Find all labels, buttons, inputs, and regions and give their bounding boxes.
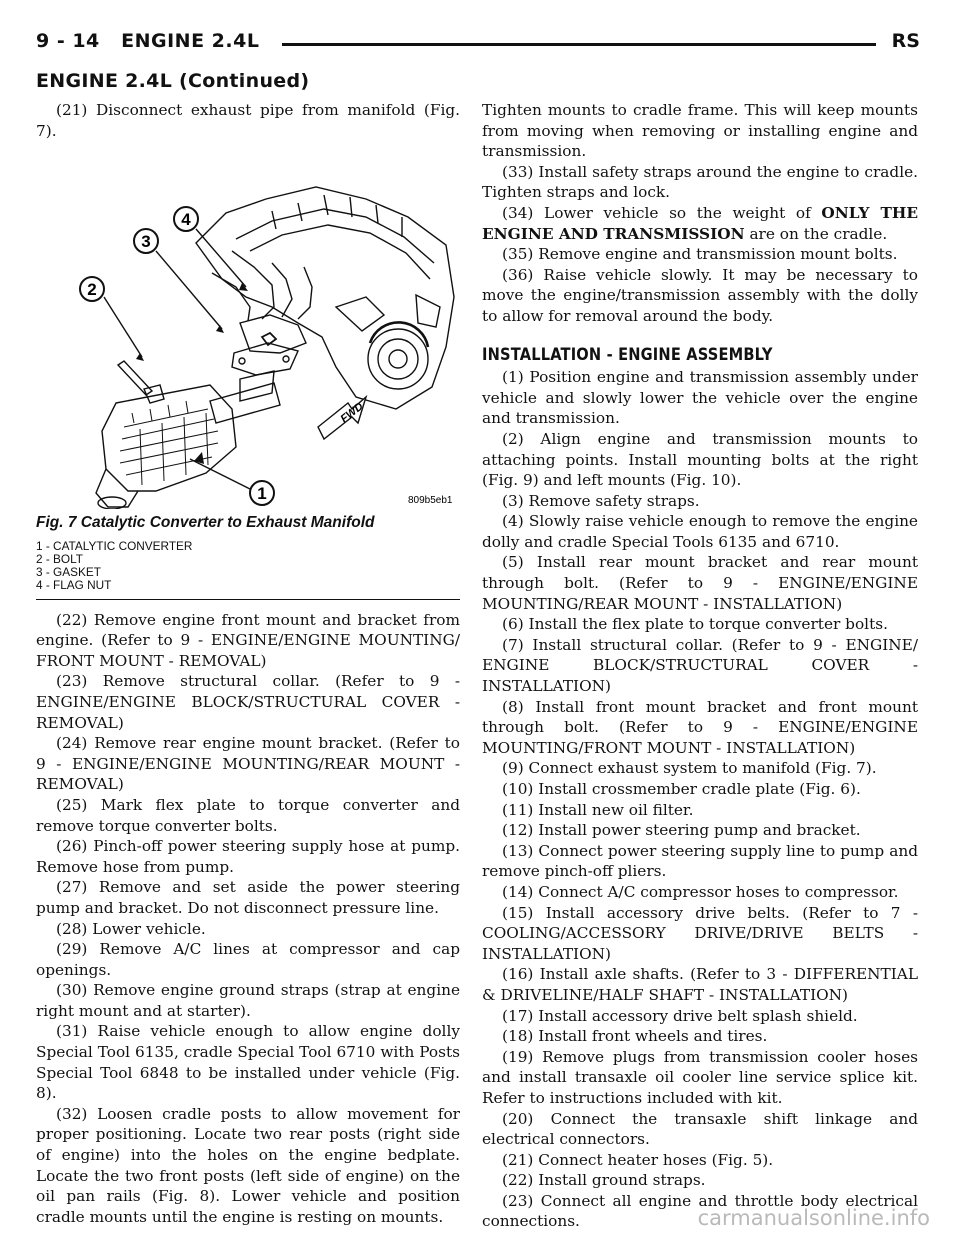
- step-paragraph: (29) Remove A/C lines at compressor and cap openings.: [36, 940, 460, 979]
- install-step: (5) Install rear mount bracket and rear mount through bolt. (Refer to 9 - ENGINE/ENGINE MOUNTING/REAR MOUNT - INSTALLATION): [482, 553, 918, 613]
- callout-2: [80, 277, 104, 301]
- page-header-left: [36, 30, 259, 52]
- fwd-arrow-label: FWD: [338, 400, 366, 426]
- install-step: (20) Connect the transaxle shift linkage and electrical connectors.: [482, 1109, 918, 1149]
- legend-item: 4 - FLAG NUT: [36, 578, 112, 593]
- install-step: (22) Install ground straps.: [502, 1171, 706, 1190]
- install-step: (19) Remove plugs from transmission cooler hoses and install transaxle oil cooler line service splice kit. Refer to instructions included with kit.: [482, 1047, 918, 1107]
- figure-legend: [36, 540, 460, 600]
- right-column: [482, 100, 918, 1232]
- step-paragraph: (35) Remove engine and transmission mount bolts.: [502, 245, 898, 264]
- install-step: (10) Install crossmember cradle plate (Fig. 6).: [502, 780, 861, 798]
- figure-catalytic-converter: [36, 147, 460, 509]
- callout-3-label: 3: [141, 232, 151, 252]
- page-number: 9 - 14: [36, 30, 100, 52]
- install-step: (16) Install axle shafts. (Refer to 3 - DIFFERENTIAL & DRIVELINE/HALF SHAFT - INSTALLATION): [482, 965, 918, 1004]
- step-paragraph: (27) Remove and set aside the power steering pump and bracket. Do not disconnect pressure line.: [36, 878, 460, 917]
- callout-2-label: 2: [87, 280, 97, 300]
- step-paragraph: (25) Mark flex plate to torque converter and remove torque converter bolts.: [36, 795, 460, 835]
- install-step: (14) Connect A/C compressor hoses to compressor.: [502, 882, 899, 901]
- legend-item: 3 - GASKET: [36, 565, 101, 580]
- install-step: (9) Connect exhaust system to manifold (Fig. 7).: [502, 759, 877, 778]
- figure-caption: Fig. 7 Catalytic Converter to Exhaust Manifold: [36, 514, 375, 532]
- catalytic-converter-illustration: [36, 147, 460, 509]
- step-paragraph: (33) Install safety straps around the engine to cradle. Tighten straps and lock.: [482, 162, 918, 202]
- install-step: (15) Install accessory drive belts. (Refer to 7 - COOLING/ACCESSORY DRIVE/DRIVE BELTS - INSTALLATION): [482, 903, 918, 963]
- install-step: (11) Install new oil filter.: [502, 800, 694, 819]
- step-paragraph: (24) Remove rear engine mount bracket. (Refer to 9 - ENGINE/ENGINE MOUNTING/REAR MOUNT - REMOVAL): [36, 734, 460, 794]
- install-step: (2) Align engine and transmission mounts to attaching points. Install mounting bolts at the right (Fig. 9) and left mounts (Fig. 10).: [482, 429, 918, 490]
- callout-1-label: 1: [257, 484, 267, 504]
- install-step: (7) Install structural collar. (Refer to 9 - ENGINE/ ENGINE BLOCK/STRUCTURAL COVER - INSTALLATION): [482, 635, 918, 696]
- header-model: RS: [891, 30, 920, 52]
- watermark[interactable]: carmanualsonline.info: [697, 1206, 930, 1230]
- step-paragraph: (23) Remove structural collar. (Refer to 9 - ENGINE/ENGINE BLOCK/STRUCTURAL COVER - REMOVAL): [36, 672, 460, 732]
- step-paragraph: (30) Remove engine ground straps (strap at engine right mount and at starter).: [36, 981, 460, 1020]
- step-21-paragraph: (21) Disconnect exhaust pipe from manifold (Fig. 7).: [36, 101, 460, 140]
- step-paragraph: (31) Raise vehicle enough to allow engine dolly Special Tool 6135, cradle Special Tool 6710 with Posts Special Tool 6848 to be installed under vehicle (Fig. 8).: [36, 1022, 460, 1103]
- step-34-emphasis: ONLY THE ENGINE AND TRANSMISSION: [482, 203, 918, 243]
- legend-item: 1 - CATALYTIC CONVERTER: [36, 538, 193, 553]
- callout-4-label: 4: [181, 210, 191, 230]
- step-paragraph: (36) Raise vehicle slowly. It may be necessary to move the engine/transmission assembly with the dolly to allow for removal around the body.: [482, 265, 918, 325]
- callout-4: [174, 207, 198, 231]
- step-34-text: (34) Lower vehicle so the weight of: [502, 203, 822, 222]
- legend-item: 2 - BOLT: [36, 551, 83, 566]
- step-paragraph: (26) Pinch-off power steering supply hose at pump. Remove hose from pump.: [36, 837, 460, 876]
- install-step: (17) Install accessory drive belt splash shield.: [502, 1006, 858, 1025]
- install-step: (23) Connect all engine and throttle body electrical connections.: [482, 1191, 918, 1231]
- header-rule: [282, 43, 876, 46]
- page-header: [36, 30, 920, 60]
- step-34-paragraph: [482, 203, 918, 244]
- step-34-text-end: are on the cradle.: [744, 224, 888, 243]
- left-column: [36, 100, 460, 1227]
- figure-image-code: 809b5eb1: [408, 495, 453, 507]
- step-paragraph: (22) Remove engine front mount and bracket from engine. (Refer to 9 - ENGINE/ENGINE MOUNTING/ FRONT MOUNT - REMOVAL): [36, 610, 460, 670]
- step-paragraph: (32) Loosen cradle posts to allow movement for proper positioning. Locate two rear posts (right side of engine) into the holes on the engine bedplate. Locate the two front posts (left side of engine) on the oil pan rails (Fig. 8). Lower vehicle and position cradle mounts until the engine is resting on mounts.: [36, 1104, 460, 1226]
- install-step: (3) Remove safety straps.: [502, 491, 700, 510]
- continued-heading: ENGINE 2.4L (Continued): [36, 70, 310, 92]
- install-step: (21) Connect heater hoses (Fig. 5).: [502, 1150, 774, 1169]
- step-paragraph: (28) Lower vehicle.: [56, 919, 206, 938]
- install-step: (12) Install power steering pump and bracket.: [502, 821, 861, 840]
- header-section-title: ENGINE 2.4L: [121, 30, 260, 52]
- install-step: (1) Position engine and transmission assembly under vehicle and slowly lower the vehicle over the engine and transmission.: [482, 368, 918, 428]
- installation-heading: INSTALLATION - ENGINE ASSEMBLY: [482, 344, 773, 365]
- install-step: (18) Install front wheels and tires.: [502, 1027, 768, 1046]
- callout-1: [250, 481, 274, 505]
- callout-3: [134, 229, 158, 253]
- step-32-continuation: Tighten mounts to cradle frame. This will keep mounts from moving when removing or installing engine and transmission.: [482, 101, 918, 161]
- install-step: (4) Slowly raise vehicle enough to remove the engine dolly and cradle Special Tools 6135 and 6710.: [482, 512, 918, 551]
- install-step: (8) Install front mount bracket and front mount through bolt. (Refer to 9 - ENGINE/ENGINE MOUNTING/FRONT MOUNT - INSTALLATION): [482, 697, 918, 757]
- install-step: (6) Install the flex plate to torque converter bolts.: [502, 615, 888, 634]
- install-step: (13) Connect power steering supply line to pump and remove pinch-off pliers.: [482, 841, 918, 881]
